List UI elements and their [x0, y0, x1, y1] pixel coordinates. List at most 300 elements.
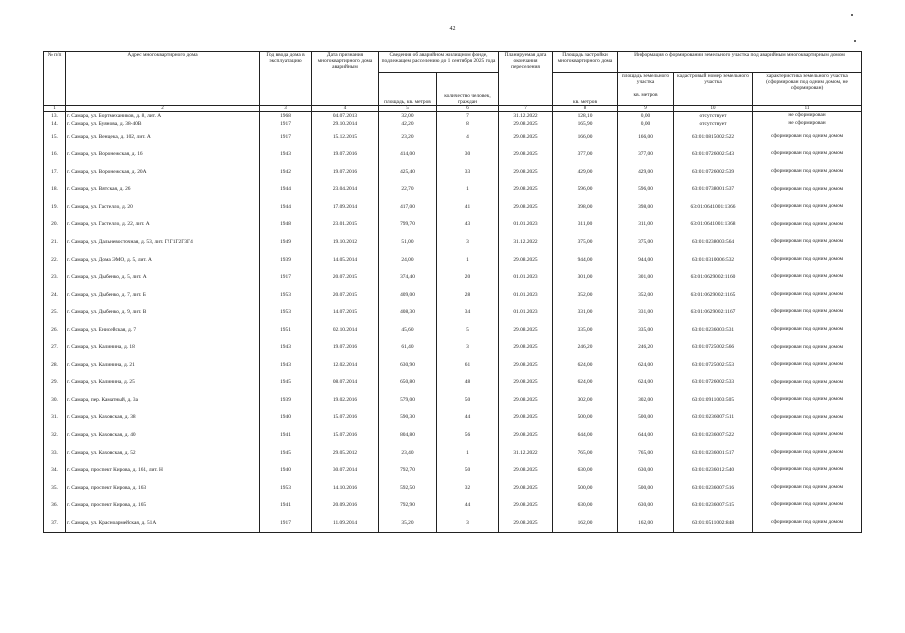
header-people: количество человек, граждан: [437, 73, 499, 106]
table-row: [44, 426, 862, 444]
area-cell: 590,30: [379, 409, 437, 427]
address-cell: г. Самара, ул. Енисейская, д. 7: [66, 321, 260, 339]
people-cell: 28: [437, 286, 499, 304]
land-area-cell: 331,00: [618, 303, 674, 321]
recognition-date-cell: 11.09.2014: [312, 514, 379, 532]
address-cell: г. Самара, ул. Калинина, д. 21: [66, 356, 260, 374]
land-char-cell: сформирован под одним домом: [753, 146, 862, 164]
recognition-date-cell: 29.05.2012: [312, 444, 379, 462]
cadastral-cell: 63:01:0641001:1368: [674, 216, 753, 234]
land-char-cell: сформирован под одним домом: [753, 461, 862, 479]
area-cell: 650,80: [379, 374, 437, 392]
col-number: 7: [499, 106, 553, 112]
people-cell: 44: [437, 409, 499, 427]
planned-date-cell: 01.01.2023: [499, 216, 553, 234]
year-cell: 1917: [260, 120, 312, 128]
table-row: [44, 163, 862, 181]
area-cell: 799,70: [379, 216, 437, 234]
building-area-cell: 624,00: [553, 356, 618, 374]
year-cell: 1953: [260, 303, 312, 321]
people-cell: 33: [437, 163, 499, 181]
people-cell: 34: [437, 303, 499, 321]
year-cell: 1943: [260, 339, 312, 357]
recognition-date-cell: 30.07.2014: [312, 461, 379, 479]
cadastral-cell: 63:01:0629002:1167: [674, 303, 753, 321]
row-number-cell: 37.: [44, 514, 66, 532]
building-area-cell: 166,00: [553, 128, 618, 146]
cadastral-cell: 63:01:0725002:566: [674, 339, 753, 357]
land-area-cell: 302,00: [618, 391, 674, 409]
people-cell: 44: [437, 496, 499, 514]
recognition-date-cell: 08.07.2014: [312, 374, 379, 392]
year-cell: 1949: [260, 233, 312, 251]
header-num: № п/п: [44, 52, 66, 106]
area-cell: 409,00: [379, 286, 437, 304]
year-cell: 1944: [260, 181, 312, 199]
address-cell: г. Самара, ул. Калинина, д. 25: [66, 374, 260, 392]
row-number-cell: 21.: [44, 233, 66, 251]
row-number-cell: 17.: [44, 163, 66, 181]
land-char-cell: сформирован под одним домом: [753, 514, 862, 532]
row-number-cell: 31.: [44, 409, 66, 427]
building-area-cell: 165,90: [553, 120, 618, 128]
land-char-cell: сформирован под одним домом: [753, 496, 862, 514]
header-address: Адрес многоквартирного дома: [66, 52, 260, 106]
year-cell: 1939: [260, 251, 312, 269]
row-number-cell: 23.: [44, 268, 66, 286]
land-area-cell: 375,00: [618, 233, 674, 251]
address-cell: г. Самара, ул. Дома ЭМО, д. 5, лит. А: [66, 251, 260, 269]
cadastral-cell: 63:01:0738001:537: [674, 181, 753, 199]
building-area-cell: 128,10: [553, 112, 618, 121]
col-number: 3: [260, 106, 312, 112]
recognition-date-cell: 23.04.2014: [312, 181, 379, 199]
people-cell: 41: [437, 198, 499, 216]
planned-date-cell: 29.08.2025: [499, 479, 553, 497]
planned-date-cell: 29.08.2025: [499, 146, 553, 164]
area-cell: 61,40: [379, 339, 437, 357]
cadastral-cell: 63:01:0815002:522: [674, 128, 753, 146]
cadastral-cell: отсутствует: [674, 112, 753, 121]
table-body: [44, 112, 862, 533]
year-cell: 1953: [260, 479, 312, 497]
land-area-cell: 596,00: [618, 181, 674, 199]
building-area-cell: 765,00: [553, 444, 618, 462]
col-number: 2: [66, 106, 260, 112]
land-char-cell: сформирован под одним домом: [753, 426, 862, 444]
building-area-cell: 302,00: [553, 391, 618, 409]
cadastral-cell: 63:01:0629002:1165: [674, 286, 753, 304]
year-cell: 1953: [260, 286, 312, 304]
area-cell: 579,00: [379, 391, 437, 409]
recognition-date-cell: 20.09.2016: [312, 496, 379, 514]
area-cell: 425,40: [379, 163, 437, 181]
land-area-cell: 624,00: [618, 356, 674, 374]
planned-date-cell: 29.08.2025: [499, 374, 553, 392]
header-recognition-date: Дата признания многоквартирного дома аварийным: [312, 52, 379, 106]
building-area-cell: 246,20: [553, 339, 618, 357]
planned-date-cell: 29.08.2025: [499, 339, 553, 357]
recognition-date-cell: 17.09.2014: [312, 198, 379, 216]
row-number-cell: 19.: [44, 198, 66, 216]
year-cell: 1944: [260, 198, 312, 216]
address-cell: г. Самара, проспект Кирова, д. 165: [66, 496, 260, 514]
area-cell: 22,70: [379, 181, 437, 199]
year-cell: 1951: [260, 321, 312, 339]
planned-date-cell: 29.08.2025: [499, 514, 553, 532]
row-number-cell: 36.: [44, 496, 66, 514]
recognition-date-cell: 15.07.2016: [312, 426, 379, 444]
table-row: [44, 286, 862, 304]
row-number-cell: 18.: [44, 181, 66, 199]
col-number: 11: [753, 106, 862, 112]
land-char-cell: сформирован под одним домом: [753, 321, 862, 339]
header-area: площадь, кв. метров: [379, 73, 437, 106]
land-char-cell: сформирован под одним домом: [753, 444, 862, 462]
planned-date-cell: 29.08.2025: [499, 409, 553, 427]
table-row: [44, 268, 862, 286]
people-cell: 20: [437, 268, 499, 286]
row-number-cell: 30.: [44, 391, 66, 409]
header-fund-info: Сведения об аварийном жилищном фонде, подлежащем расселению до 1 сентября 2025 года: [379, 52, 499, 73]
row-number-cell: 13.: [44, 112, 66, 121]
planned-date-cell: 01.01.2023: [499, 268, 553, 286]
people-cell: 50: [437, 391, 499, 409]
land-char-cell: сформирован под одним домом: [753, 286, 862, 304]
area-cell: 23,40: [379, 444, 437, 462]
land-char-cell: не сформирован: [753, 120, 862, 128]
table-row: [44, 321, 862, 339]
planned-date-cell: 29.08.2025: [499, 426, 553, 444]
land-area-cell: 630,00: [618, 461, 674, 479]
recognition-date-cell: 19.10.2012: [312, 233, 379, 251]
area-cell: 24,00: [379, 251, 437, 269]
address-cell: г. Самара, ул. Каховская, д. 40: [66, 426, 260, 444]
cadastral-cell: 63:01:0726002:543: [674, 146, 753, 164]
land-char-cell: не сформирован: [753, 112, 862, 121]
year-cell: 1948: [260, 216, 312, 234]
land-area-cell: 352,00: [618, 286, 674, 304]
header-land-area-unit: кв. метров: [633, 91, 658, 98]
cadastral-cell: 63:01:0726002:533: [674, 374, 753, 392]
address-cell: г. Самара, ул. Каховская, д. 38: [66, 409, 260, 427]
area-cell: 408,30: [379, 303, 437, 321]
land-area-cell: 0,00: [618, 112, 674, 121]
address-cell: г. Самара, ул. Калинина, д. 18: [66, 339, 260, 357]
land-char-cell: сформирован под одним домом: [753, 198, 862, 216]
people-cell: 56: [437, 426, 499, 444]
address-cell: г. Самара, ул. Гастелло, д. 22, лит. А: [66, 216, 260, 234]
area-cell: 45,60: [379, 321, 437, 339]
land-area-cell: 166,00: [618, 128, 674, 146]
building-area-cell: 644,00: [553, 426, 618, 444]
area-cell: 35,20: [379, 514, 437, 532]
header-year: Год ввода дома в эксплуатацию: [260, 52, 312, 106]
year-cell: 1943: [260, 356, 312, 374]
table-row: [44, 356, 862, 374]
land-area-cell: 162,00: [618, 514, 674, 532]
cadastral-cell: 63:01:0629002:1160: [674, 268, 753, 286]
land-char-cell: сформирован под одним домом: [753, 128, 862, 146]
table-row: [44, 496, 862, 514]
cadastral-cell: 63:01:0511002:848: [674, 514, 753, 532]
building-area-cell: 398,00: [553, 198, 618, 216]
address-cell: г. Самара, ул. Дыбенко, д. 7, лит. Б: [66, 286, 260, 304]
header-sq-m: кв. метров: [553, 73, 618, 106]
area-cell: 804,80: [379, 426, 437, 444]
area-cell: 792,90: [379, 496, 437, 514]
col-number: 9: [618, 106, 674, 112]
row-number-cell: 29.: [44, 374, 66, 392]
people-cell: 3: [437, 514, 499, 532]
year-cell: 1917: [260, 514, 312, 532]
row-number-cell: 28.: [44, 356, 66, 374]
building-area-cell: 630,00: [553, 461, 618, 479]
row-number-cell: 25.: [44, 303, 66, 321]
recognition-date-cell: 14.05.2014: [312, 251, 379, 269]
land-char-cell: сформирован под одним домом: [753, 163, 862, 181]
people-cell: 4: [437, 128, 499, 146]
building-area-cell: 596,00: [553, 181, 618, 199]
cadastral-cell: 63:01:0236001:517: [674, 444, 753, 462]
recognition-date-cell: 15.07.2016: [312, 409, 379, 427]
table-row: [44, 112, 862, 121]
table-row: [44, 146, 862, 164]
year-cell: 1917: [260, 268, 312, 286]
cadastral-cell: 63:01:0236007:522: [674, 426, 753, 444]
area-cell: 630,90: [379, 356, 437, 374]
address-cell: г. Самара, пер. Каматный, д. 3а: [66, 391, 260, 409]
people-cell: 7: [437, 112, 499, 121]
table-row: [44, 409, 862, 427]
recognition-date-cell: 19.07.2016: [312, 163, 379, 181]
address-cell: г. Самара, ул. Бортмехаников, д. 8, лит. А: [66, 112, 260, 121]
recognition-date-cell: 12.02.2014: [312, 356, 379, 374]
area-cell: 51,00: [379, 233, 437, 251]
building-area-cell: 429,00: [553, 163, 618, 181]
planned-date-cell: 31.12.2022: [499, 233, 553, 251]
table-row: [44, 374, 862, 392]
people-cell: 1: [437, 181, 499, 199]
header-building-area: Площадь застройки многоквартирного дома: [553, 52, 618, 73]
cadastral-cell: отсутствует: [674, 120, 753, 128]
building-area-cell: 500,00: [553, 479, 618, 497]
year-cell: 1968: [260, 112, 312, 121]
planned-date-cell: 31.12.2022: [499, 444, 553, 462]
address-cell: г. Самара, ул. Красноармейская, д. 51А: [66, 514, 260, 532]
recognition-date-cell: 19.07.2016: [312, 146, 379, 164]
people-cell: 5: [437, 321, 499, 339]
row-number-cell: 15.: [44, 128, 66, 146]
land-area-cell: 0,00: [618, 120, 674, 128]
cadastral-cell: 63:01:0238003:564: [674, 233, 753, 251]
row-number-cell: 26.: [44, 321, 66, 339]
land-area-cell: 500,00: [618, 409, 674, 427]
cadastral-cell: 63:01:0236007:516: [674, 479, 753, 497]
header-cadastral: кадастровый номер земельного участка: [674, 73, 753, 106]
table-row: [44, 181, 862, 199]
area-cell: 32,00: [379, 112, 437, 121]
row-number-cell: 20.: [44, 216, 66, 234]
land-area-cell: 765,00: [618, 444, 674, 462]
address-cell: г. Самара, ул. Гастелло, д. 20: [66, 198, 260, 216]
header-land-area: [618, 73, 674, 106]
col-number: 8: [553, 106, 618, 112]
table-row: [44, 251, 862, 269]
year-cell: 1943: [260, 146, 312, 164]
people-cell: 1: [437, 251, 499, 269]
planned-date-cell: 29.08.2025: [499, 321, 553, 339]
table-row: [44, 120, 862, 128]
land-area-cell: 398,00: [618, 198, 674, 216]
planned-date-cell: 29.08.2025: [499, 461, 553, 479]
building-area-cell: 500,00: [553, 409, 618, 427]
land-area-cell: 335,00: [618, 321, 674, 339]
people-cell: 50: [437, 461, 499, 479]
planned-date-cell: 29.08.2025: [499, 120, 553, 128]
address-cell: г. Самара, ул. Буянова, д. 38-40В: [66, 120, 260, 128]
address-cell: г. Самара, ул. Воронежская, д. 20А: [66, 163, 260, 181]
year-cell: 1945: [260, 444, 312, 462]
address-cell: г. Самара, проспект Кирова, д. 163: [66, 479, 260, 497]
land-char-cell: сформирован под одним домом: [753, 251, 862, 269]
area-cell: 592,50: [379, 479, 437, 497]
cadastral-cell: 63:01:0310006:532: [674, 251, 753, 269]
building-area-cell: 335,00: [553, 321, 618, 339]
people-cell: 43: [437, 216, 499, 234]
planned-date-cell: 01.01.2023: [499, 303, 553, 321]
table-row: [44, 391, 862, 409]
recognition-date-cell: 19.02.2016: [312, 391, 379, 409]
year-cell: 1940: [260, 409, 312, 427]
area-cell: 414,00: [379, 146, 437, 164]
year-cell: 1940: [260, 461, 312, 479]
table-row: [44, 444, 862, 462]
land-area-cell: 644,00: [618, 426, 674, 444]
col-number: 5: [379, 106, 437, 112]
cadastral-cell: 63:01:0725002:553: [674, 356, 753, 374]
scan-speck: [854, 40, 856, 42]
building-area-cell: 624,00: [553, 374, 618, 392]
land-char-cell: сформирован под одним домом: [753, 374, 862, 392]
planned-date-cell: 29.08.2025: [499, 251, 553, 269]
header-planned-date: Планируемая дата окончания переселения: [499, 52, 553, 106]
building-area-cell: 377,00: [553, 146, 618, 164]
address-cell: г. Самара, ул. Дальневосточная, д. 53, лит. Г!Г1Г2Г3Г4: [66, 233, 260, 251]
building-area-cell: 944,00: [553, 251, 618, 269]
people-cell: 48: [437, 374, 499, 392]
col-number: 1: [44, 106, 66, 112]
row-number-cell: 34.: [44, 461, 66, 479]
recognition-date-cell: 14.10.2016: [312, 479, 379, 497]
address-cell: г. Самара, ул. Дыбенко, д. 9, лит. В: [66, 303, 260, 321]
land-char-cell: сформирован под одним домом: [753, 391, 862, 409]
row-number-cell: 24.: [44, 286, 66, 304]
land-area-cell: 630,00: [618, 496, 674, 514]
cadastral-cell: 63:01:0911003:505: [674, 391, 753, 409]
table-row: [44, 461, 862, 479]
recognition-date-cell: 20.07.2015: [312, 268, 379, 286]
land-char-cell: сформирован под одним домом: [753, 233, 862, 251]
land-char-cell: сформирован под одним домом: [753, 216, 862, 234]
people-cell: 1: [437, 444, 499, 462]
address-cell: г. Самара, ул. Дыбенко, д. 5, лит. А: [66, 268, 260, 286]
col-number: 6: [437, 106, 499, 112]
area-cell: 374,40: [379, 268, 437, 286]
planned-date-cell: 29.08.2025: [499, 181, 553, 199]
row-number-cell: 27.: [44, 339, 66, 357]
area-cell: 417,00: [379, 198, 437, 216]
land-area-cell: 377,00: [618, 146, 674, 164]
land-area-cell: 301,00: [618, 268, 674, 286]
planned-date-cell: 29.08.2025: [499, 163, 553, 181]
area-cell: 42,20: [379, 120, 437, 128]
cadastral-cell: 63:01:0236007:511: [674, 409, 753, 427]
page-number: 42: [449, 26, 456, 32]
planned-date-cell: 29.08.2025: [499, 496, 553, 514]
emergency-housing-table: [43, 51, 862, 533]
people-cell: 8: [437, 120, 499, 128]
col-number: 10: [674, 106, 753, 112]
building-area-cell: 301,00: [553, 268, 618, 286]
land-char-cell: сформирован под одним домом: [753, 181, 862, 199]
year-cell: 1939: [260, 391, 312, 409]
land-area-cell: 500,00: [618, 479, 674, 497]
table-row: [44, 198, 862, 216]
recognition-date-cell: 14.07.2015: [312, 303, 379, 321]
table-row: [44, 128, 862, 146]
land-area-cell: 624,00: [618, 374, 674, 392]
year-cell: 1945: [260, 374, 312, 392]
address-cell: г. Самара, ул. Каховская, д. 52: [66, 444, 260, 462]
planned-date-cell: 01.01.2023: [499, 286, 553, 304]
row-number-cell: 33.: [44, 444, 66, 462]
planned-date-cell: 31.12.2022: [499, 112, 553, 121]
planned-date-cell: 29.08.2025: [499, 128, 553, 146]
building-area-cell: 375,00: [553, 233, 618, 251]
land-area-cell: 429,00: [618, 163, 674, 181]
table-row: [44, 303, 862, 321]
land-char-cell: сформирован под одним домом: [753, 339, 862, 357]
area-cell: 23,20: [379, 128, 437, 146]
address-cell: г. Самара, ул. Воронежская, д. 16: [66, 146, 260, 164]
table-row: [44, 514, 862, 532]
row-number-cell: 35.: [44, 479, 66, 497]
cadastral-cell: 63:01:0236007:515: [674, 496, 753, 514]
planned-date-cell: 29.08.2025: [499, 356, 553, 374]
planned-date-cell: 29.08.2025: [499, 391, 553, 409]
table-row: [44, 479, 862, 497]
land-char-cell: сформирован под одним домом: [753, 268, 862, 286]
row-number-cell: 32.: [44, 426, 66, 444]
year-cell: 1941: [260, 426, 312, 444]
table-row: [44, 339, 862, 357]
row-number-cell: 22.: [44, 251, 66, 269]
recognition-date-cell: 19.07.2016: [312, 339, 379, 357]
header-land-char: характеристика земельного участка (сформирован под одним домом, не сформирован): [753, 73, 862, 106]
land-area-cell: 311,00: [618, 216, 674, 234]
people-cell: 3: [437, 233, 499, 251]
land-char-cell: сформирован под одним домом: [753, 356, 862, 374]
header-land-info: Информация о формировании земельного участка под аварийным многоквартирным домом: [618, 52, 862, 73]
year-cell: 1917: [260, 128, 312, 146]
address-cell: г. Самара, проспект Кирова, д. 161, лит. Н: [66, 461, 260, 479]
table-row: [44, 233, 862, 251]
cadastral-cell: 63:01:0236012:540: [674, 461, 753, 479]
building-area-cell: 352,00: [553, 286, 618, 304]
recognition-date-cell: 15.12.2015: [312, 128, 379, 146]
building-area-cell: 331,00: [553, 303, 618, 321]
